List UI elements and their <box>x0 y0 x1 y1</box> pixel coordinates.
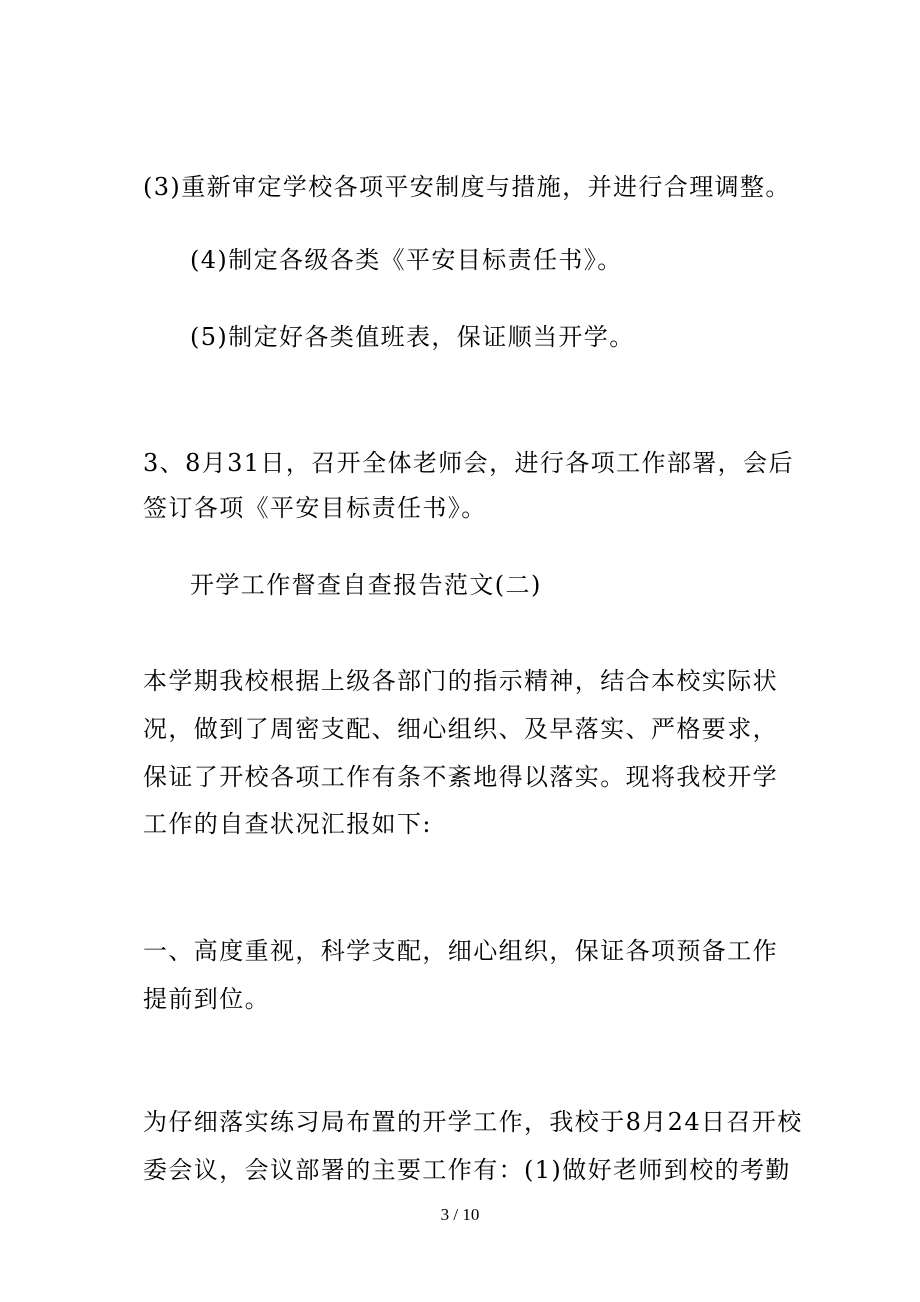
heading-1-line2: 提前到位。 <box>143 985 270 1013</box>
paragraph-aug31-line1: 3、8月31日，召开全体老师会，进行各项工作部署，会后 <box>143 449 794 477</box>
intro-line3: 保证了开校各项工作有条不紊地得以落实。现将我校开学 <box>143 763 778 791</box>
list-item-3: (3)重新审定学校各项平安制度与措施，并进行合理调整。 <box>143 173 791 201</box>
list-item-4: (4)制定各级各类《平安目标责任书》。 <box>190 246 623 274</box>
section-title: 开学工作督查自查报告范文(二) <box>190 571 542 599</box>
heading-1-line1: 一、高度重视，科学支配，细心组织，保证各项预备工作 <box>143 937 778 965</box>
intro-line1: 本学期我校根据上级各部门的指示精神，结合本校实际状 <box>143 667 778 695</box>
intro-line2: 况，做到了周密支配、细心组织、及早落实、严格要求， <box>143 715 778 743</box>
page-number: 3 / 10 <box>440 1205 480 1224</box>
paragraph-aug31-line2: 签订各项《平安目标责任书》。 <box>143 494 487 522</box>
meeting-line2: 委会议，会议部署的主要工作有：(1)做好老师到校的考勤 <box>143 1156 791 1184</box>
meeting-line1: 为仔细落实练习局布置的开学工作，我校于8月24日召开校 <box>143 1108 803 1136</box>
list-item-5: (5)制定好各类值班表，保证顺当开学。 <box>190 323 635 351</box>
intro-line4: 工作的自查状况汇报如下: <box>143 810 432 838</box>
